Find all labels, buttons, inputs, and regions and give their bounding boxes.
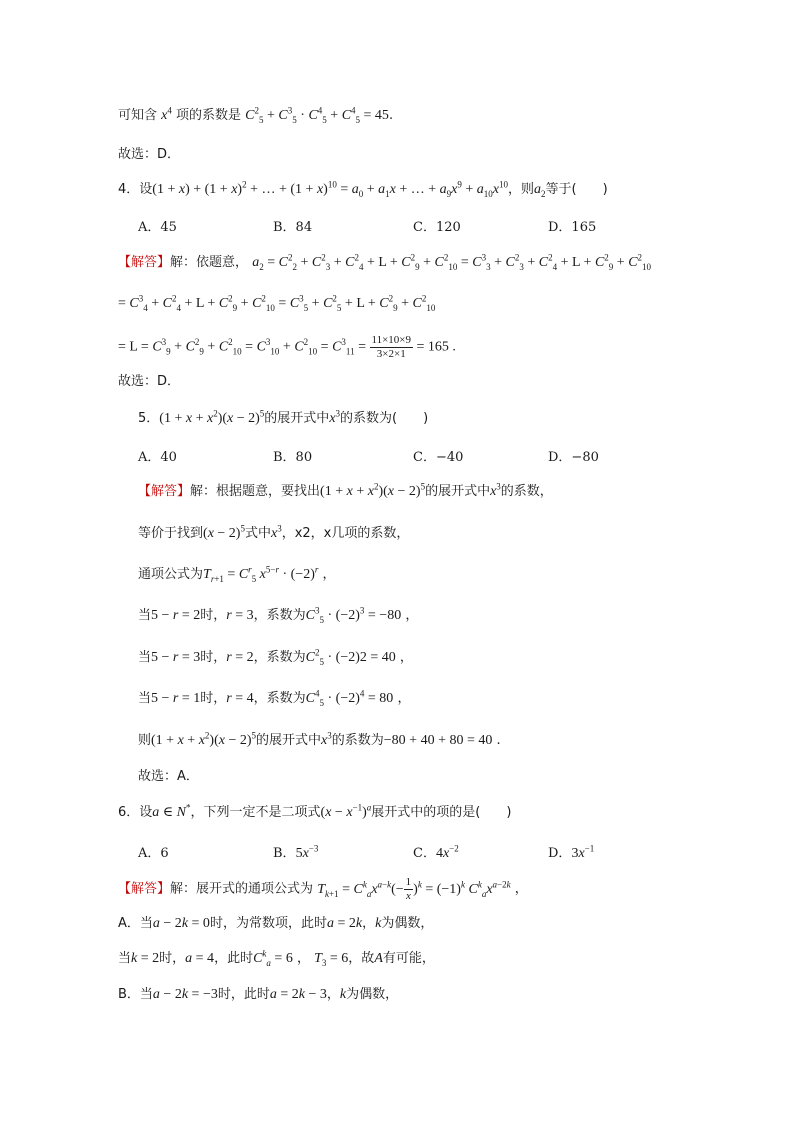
option-b: B．$5x^{-3}$ [273, 843, 319, 861]
answer-line: 故选：A． [138, 769, 199, 784]
option-b: B．80 [273, 450, 313, 465]
question-4: 4．设$(1 + x) + (1 + x)^2$ + … + $(1 + x)^{10} = a_0 + a_1x$ + … + $a_9x^9 + a_{10}x^{10}$，则$a_2$等于( ) [118, 179, 608, 199]
q4-solution-line-2: = $C^3_4 + C^2_4 + L + C^2_9 + C^2_{10} = C^3_5 + C^2_5 + L + C^2_9 + C^2_{10}$ [118, 293, 436, 313]
q4-solution-line-1: 【解答】解：依题意， $a_2 = C^2_2 + C^2_3 + C^2_4 + L + C^2_9 + C^2_{10} = C^3_3 + C^2_3 + C^2_4 + L + C^2_9 + C^2_{10}$ [118, 252, 652, 272]
option-d: D．$3x^{-1}$ [548, 843, 595, 861]
q5-solution-line-4: 当5 − r = 2时，r = 3，系数为$C^3_5 \cdot (-2)^3 = -80$ ， [138, 605, 419, 625]
answer-line: 故选：D． [118, 147, 181, 162]
option-c: C．$4x^{-2}$ [413, 843, 459, 861]
question-5: 5．$(1 + x + x^2)(x - 2)^5$的展开式中$x^3$的系数为( ) [138, 408, 429, 426]
q5-solution-line-3: 通项公式为$T_{r+1} = C^r_5$ $x^{5-r} \cdot (-2)^r$ ， [138, 564, 336, 584]
q5-solution-line-2: 等价于找到$(x - 2)^5$式中$x^3$，x2，x几项的系数， [138, 523, 410, 541]
option-d: D．165 [548, 220, 597, 235]
option-a: A．6 [138, 846, 169, 861]
option-b: B．84 [273, 220, 313, 235]
option-d: D．−80 [548, 450, 599, 465]
q6-solution-line-2: A．当a − 2k = 0时，为常数项，此时a = 2k，k为偶数， [118, 916, 434, 931]
option-a: A．40 [138, 450, 177, 465]
q6-solution-line-1: 【解答】解：展开式的通项公式为 $T_{k+1} = C^k_ax^{a-k}(-$ $\frac{1}{x}$ )$^k = (-1)^k$ $C^k_ax^{a-2k}$ ， [118, 876, 528, 902]
q5-solution-line-5: 当5 − r = 3时，r = 2，系数为$C^2_5 \cdot (-2)2 = 40$ ， [138, 647, 413, 667]
q6-solution-line-3: 当k = 2时，a = 4，此时$C^k_a = 6$ ， $T_3 = 6$，故A有可能， [118, 948, 435, 968]
q5-solution-line-6: 当5 − r = 1时，r = 4，系数为$C^4_5 \cdot (-2)^4 = 80$ ， [138, 688, 411, 708]
solution-tag: 【解答】 [118, 255, 171, 270]
q5-solution-line-1: 【解答】解：根据题意，要找出$(1 + x + x^2)(x - 2)^5$的展开式中$x^3$的系数， [138, 481, 553, 499]
question-6: 6．设a ∈ N*，下列一定不是二项式$(x - x^{-1})^a$展开式中的项的是( ) [118, 802, 512, 820]
option-c: C．−40 [413, 450, 464, 465]
option-a: A．45 [138, 220, 177, 235]
q4-solution-line-3: = $L = C^3_9 + C^2_9 + C^2_{10} = C^3_{10} + C^2_{10} = C^3_{11}$ = $\frac{11\times 10\times 9}{3\times 2\times 1}$ = 165 . [118, 334, 456, 360]
solution-tag: 【解答】 [138, 484, 191, 499]
option-c: C．120 [413, 220, 461, 235]
answer-line: 故选：D． [118, 374, 181, 389]
q5-solution-line-7: 则$(1 + x + x^2)(x - 2)^5$的展开式中$x^3$的系数为−80 + 40 + 80 = 40 . [138, 730, 501, 748]
conclusion-line: 可知含 $x^4$ 项的系数是 $C^2_5 + C^3_5 \cdot C^4_5 + C^4_5 = 45$. [118, 105, 394, 125]
solution-tag: 【解答】 [118, 881, 171, 897]
q6-solution-line-4: B．当a − 2k = −3时，此时a = 2k − 3，k为偶数， [118, 987, 399, 1002]
